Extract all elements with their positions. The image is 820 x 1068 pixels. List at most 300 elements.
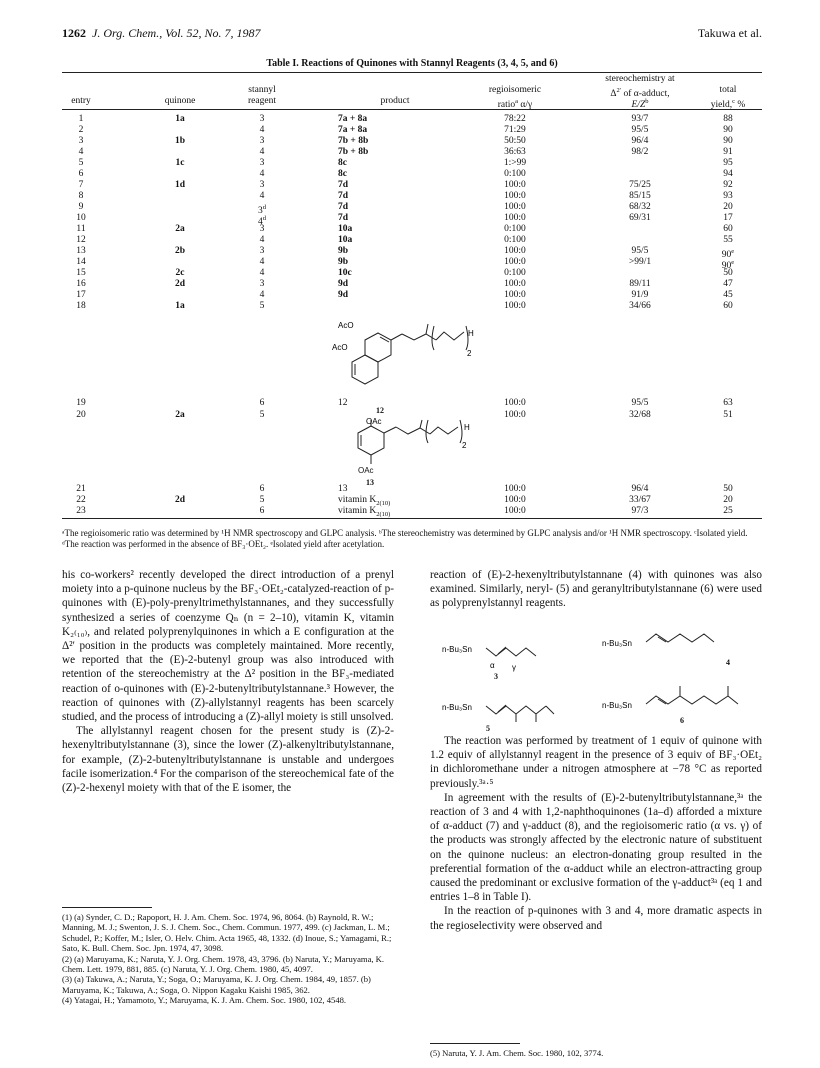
cell-text: 3	[258, 206, 263, 217]
table-cell-entry	[62, 410, 100, 421]
cell-text: 55	[723, 235, 733, 245]
table-top-rule	[62, 72, 762, 73]
cell-text: 6	[78, 169, 84, 179]
cell-text: 2a	[175, 224, 185, 234]
table-cell-ratio	[480, 268, 550, 279]
sn-label: n-Bu₃Sn	[602, 701, 632, 710]
table-cell-quinone	[150, 246, 210, 257]
table-cell-ratio	[480, 125, 550, 136]
cell-text: 7a + 8a	[338, 114, 368, 124]
cell-text: 2c	[175, 268, 185, 278]
table-cell-ratio	[480, 301, 550, 312]
cell-text: 7d	[338, 180, 349, 190]
cell-text: 6	[259, 398, 265, 408]
cell-text: 3	[259, 136, 265, 146]
journal-citation: J. Org. Chem., Vol. 52, No. 7, 1987	[92, 26, 261, 40]
table-cell-yield	[700, 147, 756, 158]
table-cell-yield	[700, 158, 756, 169]
cell-text: 68/32	[629, 202, 651, 212]
cell-text: 100:0	[504, 246, 526, 256]
table-cell-reagent	[232, 136, 292, 147]
cell-text: 45	[723, 290, 733, 300]
header-reagent-2: reagent	[248, 96, 276, 106]
acO-mid-label: AcO	[332, 343, 348, 352]
body-paragraph: In the reaction of p-quinones with 3 and 4, more dramatic aspects in the regioselectivity were observed and	[430, 905, 762, 932]
table-cell-reagent	[232, 301, 292, 312]
table-cell-entry	[62, 506, 100, 517]
table-cell-product	[338, 290, 428, 301]
table-cell-entry	[62, 246, 100, 257]
footnote-entry: (3) (a) Takuwa, A.; Naruta, Y.; Soga, O.; Maruyama, K. J. Org. Chem. 1984, 49, 1857. (b) Maruyama, K.; Takuwa, A.; Soga, O. Nippon Kagaku Kaishi 1985, 362.	[62, 974, 371, 995]
cell-text: 100:0	[504, 410, 526, 420]
table-cell-yield	[700, 279, 756, 290]
cell-text: 97/3	[631, 506, 649, 516]
table-cell-ratio	[480, 495, 550, 506]
cell-text: 22	[76, 495, 86, 505]
reagent-4-svg	[600, 620, 760, 660]
compound-label-4: 4	[726, 658, 730, 667]
cell-text: 10a	[338, 235, 353, 245]
table-cell-entry	[62, 224, 100, 235]
table-cell-yield	[700, 191, 756, 202]
table-cell-entry	[62, 301, 100, 312]
table-cell-yield	[700, 484, 756, 495]
header-stereo-3-text: E/Z	[631, 100, 646, 111]
body-paragraph: In agreement with the results of (E)-2-butenyltributylstannane,³ᵃ the reaction of 3 and 4 with 1,2-naphthoquinones (1a–d) afforded a mixture of α-adduct (7) and γ-adduct (8), and the regioisomeric ratio (α vs. γ) of the products was strongly affected by the electronic nature of substituent on the quinone nucleus: an electron-donating group resulted in the preferential formation of the α-adduct while an electron-attracting group caused the predominant or exclusive formation of the γ-adduct³ᵃ (eq 1 and entries 1–8 in Table I).	[430, 791, 762, 904]
yield-footnote-mark: e	[731, 248, 735, 255]
header-product: product	[380, 96, 410, 106]
footnote-entry: (2) (a) Maruyama, K.; Naruta, Y. J. Org. Chem. 1978, 43, 3796. (b) Naruta, Y.; Maruyama, K. Chem. Lett. 1979, 881, 885. (c) Naruta, Y. J. Org. Chem. 1980, 45, 4097.	[62, 953, 385, 975]
table-cell-reagent	[232, 268, 292, 279]
cell-text: 15	[76, 268, 86, 278]
cell-text: 25	[723, 506, 733, 516]
cell-text: 100:0	[504, 484, 526, 494]
reagent-footnote-mark: d	[262, 204, 266, 211]
cell-text: 2	[78, 125, 84, 135]
table-cell-quinone	[150, 224, 210, 235]
table-cell-reagent	[232, 257, 292, 268]
table-cell-stereo	[600, 114, 680, 125]
table-cell-product	[338, 180, 428, 191]
cell-text: 12	[338, 398, 348, 408]
cell-text: 50:50	[504, 136, 526, 146]
cell-text: 4	[259, 125, 265, 135]
table-cell-stereo	[600, 191, 680, 202]
cell-text: 4	[259, 169, 265, 179]
table-cell-product	[338, 257, 428, 268]
table-cell-yield	[700, 169, 756, 180]
table-cell-reagent	[232, 191, 292, 202]
table-cell-reagent	[232, 158, 292, 169]
sn-label: n-Bu₃Sn	[442, 703, 472, 712]
page-number: 1262	[62, 26, 86, 40]
cell-text: 8c	[338, 169, 347, 179]
header-ratio-1: regioisomeric	[488, 85, 542, 95]
cell-text: 60	[723, 301, 733, 311]
cell-text: 12	[76, 235, 86, 245]
n-label: 2	[467, 349, 472, 358]
cell-text: 5	[78, 158, 84, 168]
compound-label-12: 12	[376, 406, 384, 415]
cell-text: 100:0	[504, 202, 526, 212]
cell-text: 4	[259, 235, 265, 245]
cell-text: 71:29	[504, 125, 526, 135]
cell-text: 20	[723, 202, 733, 212]
cell-text: 7d	[338, 202, 349, 212]
cell-text: 34/66	[629, 301, 651, 311]
cell-text: 32/68	[629, 410, 651, 420]
cell-text: 85/15	[629, 191, 651, 201]
table-cell-stereo	[600, 147, 680, 158]
table-cell-ratio	[480, 398, 550, 409]
cell-text: 63	[723, 398, 733, 408]
cell-text: 9d	[338, 279, 349, 289]
footnote-right: (5) Naruta, Y. J. Am. Chem. Soc. 1980, 102, 3774.	[430, 1048, 604, 1058]
table-cell-stereo	[600, 290, 680, 301]
table-cell-product	[338, 136, 428, 147]
cell-text: 2d	[174, 279, 186, 289]
cell-text: 4	[259, 268, 265, 278]
table-cell-reagent	[232, 279, 292, 290]
oac-top-label: OAc	[366, 418, 382, 426]
acO-top-label: AcO	[338, 321, 354, 330]
table-footnotes: ᵃThe regioisomeric ratio was determined by ¹H NMR spectroscopy and GLPC analysis. ᵇThe stereochemistry was determined by GLPC analysis and/or ¹H NMR spectroscopy. ᶜIsolated yield. ᵈThe reaction was performed in the absence of BF₃·OEt₂. ᵉIsolated yield after acetylation.	[62, 528, 748, 549]
cell-text: 10c	[338, 268, 352, 278]
table-cell-stereo	[600, 506, 680, 517]
cell-text: 100:0	[504, 191, 526, 201]
table-cell-entry	[62, 202, 100, 213]
table-cell-reagent	[232, 224, 292, 235]
table-cell-stereo	[600, 410, 680, 421]
cell-text: 98/2	[631, 147, 649, 157]
cell-text: 96/4	[631, 136, 649, 146]
table-cell-quinone	[150, 410, 210, 421]
cell-text: 0:100	[504, 224, 526, 234]
table-cell-yield	[700, 202, 756, 213]
cell-text: 17	[76, 290, 86, 300]
cell-text: 23	[76, 506, 86, 516]
table-cell-stereo	[600, 484, 680, 495]
alpha-label: α	[490, 661, 495, 670]
table-cell-product	[338, 125, 428, 136]
cell-text: 7a + 8a	[338, 125, 368, 135]
table-cell-entry	[62, 136, 100, 147]
table-header-rule	[62, 109, 762, 110]
cell-text: 75/25	[629, 180, 651, 190]
table-cell-yield	[700, 398, 756, 409]
cell-text: 4	[259, 257, 265, 267]
cell-text: 95/5	[631, 398, 649, 408]
table-cell-stereo	[600, 136, 680, 147]
table-cell-reagent	[232, 246, 292, 257]
table-cell-ratio	[480, 169, 550, 180]
cell-text: 10	[76, 213, 86, 223]
header-yield-3-text: %	[737, 100, 746, 111]
table-cell-reagent	[232, 114, 292, 125]
table-cell-product	[338, 202, 428, 213]
cell-text: 3	[259, 279, 265, 289]
reagent-6-svg	[600, 680, 760, 720]
table-cell-ratio	[480, 224, 550, 235]
table-cell-reagent	[232, 147, 292, 158]
table-cell-entry	[62, 180, 100, 191]
cell-text: 2d	[174, 495, 186, 505]
table-cell-ratio	[480, 114, 550, 125]
table-cell-ratio	[480, 506, 550, 517]
table-cell-quinone	[150, 158, 210, 169]
table-cell-stereo	[600, 180, 680, 191]
cell-text: 14	[76, 257, 86, 267]
table-cell-entry	[62, 147, 100, 158]
cell-text: 1b	[174, 136, 186, 146]
cell-text: 90	[721, 250, 732, 261]
table-cell-stereo	[600, 495, 680, 506]
header-yield-2: yield,$^c$ %	[710, 98, 746, 111]
table-cell-product	[338, 224, 428, 235]
table-cell-stereo	[600, 202, 680, 213]
header-reagent-1: stannyl	[248, 85, 276, 95]
product-subscript: 2(10)	[376, 510, 391, 518]
cell-text: 6	[259, 506, 265, 516]
cell-text: 50	[723, 268, 733, 278]
oac-bottom-label: OAc	[358, 466, 374, 475]
cell-text: 100:0	[504, 398, 526, 408]
body-paragraph: reaction of (E)-2-hexenyltributylstannane (4) with quinones was also examined. Similarly, neryl- (5) and geranyltributylstannane (6) were used as polyprenylstannyl reagents.	[430, 569, 762, 610]
reagent-5-structure	[440, 686, 590, 733]
table-cell-product	[338, 114, 428, 125]
h-label: H	[468, 329, 474, 338]
reagent-4-structure	[600, 620, 760, 667]
cell-text: 7b + 8b	[338, 147, 369, 157]
table-cell-reagent	[232, 169, 292, 180]
structure-12	[330, 320, 490, 415]
cell-text: 1c	[175, 158, 185, 168]
table-cell-yield	[700, 180, 756, 191]
footnote-rule-left	[62, 907, 152, 908]
cell-text: 47	[723, 279, 733, 289]
table-cell-yield	[700, 268, 756, 279]
table-cell-stereo	[600, 398, 680, 409]
table-cell-product	[338, 484, 428, 495]
table-cell-ratio	[480, 191, 550, 202]
cell-text: 93/7	[631, 114, 649, 124]
cell-text: 0:100	[504, 235, 526, 245]
table-cell-stereo	[600, 125, 680, 136]
cell-text: 13	[76, 246, 86, 256]
table-cell-product	[338, 169, 428, 180]
table-cell-entry	[62, 279, 100, 290]
table-cell-quinone	[150, 180, 210, 191]
table-cell-stereo	[600, 301, 680, 312]
table-cell-yield	[700, 136, 756, 147]
cell-text: vitamin K	[338, 495, 377, 505]
footnote-rule-right	[430, 1043, 520, 1044]
cell-text: 4	[259, 191, 265, 201]
running-head-left	[62, 26, 261, 41]
cell-text: 100:0	[504, 506, 526, 516]
table-cell-product	[338, 235, 428, 246]
footnote-entry: (1) (a) Synder, C. D.; Rapoport, H. J. Am. Chem. Soc. 1974, 96, 8064. (b) Raynold, R. W.; Manning, M. J.; Swenton, J. S. J. Chem. Soc., Chem. Commun. 1977, 499. (c) Jackman, L. M.; Schudel, P.; Koffer, M.; Isler, O. Helv. Chim. Acta 1965, 48, 1332. (d) Inoue, S.; Yamagami, R.; Sato, K. Bull. Chem. Soc. Jpn. 1974, 47, 3098.	[62, 912, 392, 954]
table-cell-product	[338, 268, 428, 279]
table-cell-quinone	[150, 114, 210, 125]
product-subscript: 2(10)	[376, 499, 391, 507]
cell-text: 17	[723, 213, 733, 223]
cell-text: >99/1	[628, 257, 652, 267]
cell-text: 16	[76, 279, 86, 289]
table-cell-yield	[700, 114, 756, 125]
table-cell-ratio	[480, 279, 550, 290]
body-column-right-continued	[430, 734, 762, 933]
table-cell-reagent	[232, 125, 292, 136]
table-cell-reagent	[232, 495, 292, 506]
structure-12-svg	[330, 320, 490, 410]
cell-text: 1	[78, 114, 84, 124]
cell-text: 3	[78, 136, 84, 146]
table-cell-yield	[700, 125, 756, 136]
cell-text: 3	[259, 246, 265, 256]
table-cell-reagent	[232, 235, 292, 246]
table-cell-product	[338, 191, 428, 202]
cell-text: 13	[338, 484, 348, 494]
header-stereo-3: $E/Z^b$	[631, 98, 649, 111]
cell-text: 95/5	[631, 125, 649, 135]
reagent-5-svg	[440, 686, 590, 726]
cell-text: 2a	[175, 410, 185, 420]
table-cell-yield	[700, 224, 756, 235]
table-cell-entry	[62, 213, 100, 224]
table-cell-yield	[700, 495, 756, 506]
cell-text: 10a	[338, 224, 353, 234]
cell-text: 4	[259, 290, 265, 300]
table-cell-ratio	[480, 246, 550, 257]
cell-text: 5	[259, 495, 265, 505]
cell-text: 93	[723, 191, 733, 201]
cell-text: 20	[723, 495, 733, 505]
cell-text: 33/67	[629, 495, 651, 505]
header-ratio-2: ratio$^a$ α/γ	[497, 98, 533, 111]
header-ratio-2-text: ratio	[497, 100, 516, 111]
table-cell-ratio	[480, 158, 550, 169]
cell-text: 1:>99	[503, 158, 527, 168]
structure-13	[340, 418, 490, 487]
table-cell-entry	[62, 191, 100, 202]
table-cell-yield	[700, 235, 756, 246]
table-cell-ratio	[480, 180, 550, 191]
reagent-3-structure	[440, 624, 580, 681]
cell-text: 4	[259, 147, 265, 157]
table-cell-entry	[62, 125, 100, 136]
cell-text: 3	[259, 224, 265, 234]
sn-label: n-Bu₃Sn	[602, 639, 632, 648]
cell-text: 9d	[338, 290, 349, 300]
table-cell-reagent	[232, 290, 292, 301]
table-cell-reagent	[232, 410, 292, 421]
cell-text: 6	[259, 484, 265, 494]
body-column-right	[430, 568, 762, 611]
cell-text: 94	[723, 169, 733, 179]
cell-text: 100:0	[504, 279, 526, 289]
header-stereo-1: stereochemistry at	[605, 74, 675, 84]
cell-text: 100:0	[504, 290, 526, 300]
cell-text: 96/4	[631, 484, 649, 494]
table-cell-ratio	[480, 202, 550, 213]
cell-text: 4	[78, 147, 84, 157]
table-title: Table I. Reactions of Quinones with Stannyl Reagents (3, 4, 5, and 6)	[266, 58, 558, 69]
table-cell-stereo	[600, 246, 680, 257]
cell-text: 36:63	[504, 147, 526, 157]
reagent-footnote-mark: d	[262, 215, 266, 222]
body-paragraph: The allylstannyl reagent chosen for the present study is (Z)-2-hexenyltributylstannane (3), since the lower (Z)-alkenyltributylstannane, for example, (Z)-2-butenyltributylstannane is unstable and undergoes facile isomerization.⁴ For the comparison of the stereochemical fate of the (Z)-2-hexenyl moiety with that of the E isomer, the	[62, 725, 394, 795]
table-cell-reagent	[232, 506, 292, 517]
compound-label-3: 3	[494, 672, 498, 681]
yield-footnote-mark: e	[731, 259, 735, 266]
footnote-entry: (4) Yatagai, H.; Yamamoto, Y.; Maruyama, K. J. Am. Chem. Soc. 1980, 102, 4548.	[62, 995, 347, 1006]
header-stereo-2-text: of α-adduct,	[623, 89, 670, 100]
table-cell-ratio	[480, 290, 550, 301]
cell-text: 9b	[338, 257, 349, 267]
body-column-left	[62, 568, 394, 795]
cell-text: 4	[258, 217, 263, 228]
table-cell-entry	[62, 290, 100, 301]
cell-text: 21	[76, 484, 86, 494]
cell-text: 7d	[338, 191, 349, 201]
h-label-13: H	[464, 423, 470, 432]
cell-text: 1d	[174, 180, 186, 190]
body-paragraph: The reaction was performed by treatment of 1 equiv of quinone with 1.2 equiv of allylstannyl reagent in the presence of 3 equiv of BF₃·OEt₂ in dichloromethane under a nitrogen atmosphere at −78 °C as reported previously.³ᵃ·⁵	[430, 735, 762, 790]
header-stereo-2: $\Delta^{2'}$ of α-adduct,	[610, 87, 670, 100]
cell-text: 90	[721, 261, 732, 272]
cell-text: 9b	[338, 246, 349, 256]
table-cell-ratio	[480, 235, 550, 246]
cell-text: 100:0	[504, 301, 526, 311]
running-head	[62, 26, 762, 42]
gamma-label: γ	[512, 663, 516, 672]
table-cell-quinone	[150, 279, 210, 290]
sn-label: n-Bu₃Sn	[442, 645, 472, 654]
cell-text: 7d	[338, 213, 349, 223]
header-entry: entry	[71, 96, 91, 106]
cell-text: 5	[259, 301, 265, 311]
table-cell-entry	[62, 257, 100, 268]
cell-text: 1a	[175, 301, 185, 311]
cell-text: 0:100	[504, 268, 526, 278]
cell-text: 5	[259, 410, 265, 420]
cell-text: 7	[78, 180, 84, 190]
cell-text: 2b	[174, 246, 186, 256]
header-yield-1: total	[719, 85, 737, 95]
compound-label-5: 5	[486, 724, 490, 733]
cell-text: 89/11	[629, 279, 651, 289]
cell-text: 60	[723, 224, 733, 234]
table-cell-ratio	[480, 257, 550, 268]
cell-text: 100:0	[504, 213, 526, 223]
cell-text: 50	[723, 484, 733, 494]
table-cell-product	[338, 158, 428, 169]
cell-text: 95	[723, 158, 733, 168]
table-bottom-rule	[62, 518, 762, 519]
cell-text: 7b + 8b	[338, 136, 369, 146]
cell-text: 11	[76, 224, 86, 234]
cell-text: 0:100	[504, 169, 526, 179]
cell-text: 92	[723, 180, 733, 190]
table-cell-reagent	[232, 180, 292, 191]
cell-text: 19	[76, 398, 86, 408]
table-cell-ratio	[480, 147, 550, 158]
compound-label-13: 13	[366, 478, 374, 487]
cell-text: 51	[723, 410, 733, 420]
table-cell-ratio	[480, 136, 550, 147]
header-yield-2-text: yield,	[710, 100, 733, 111]
